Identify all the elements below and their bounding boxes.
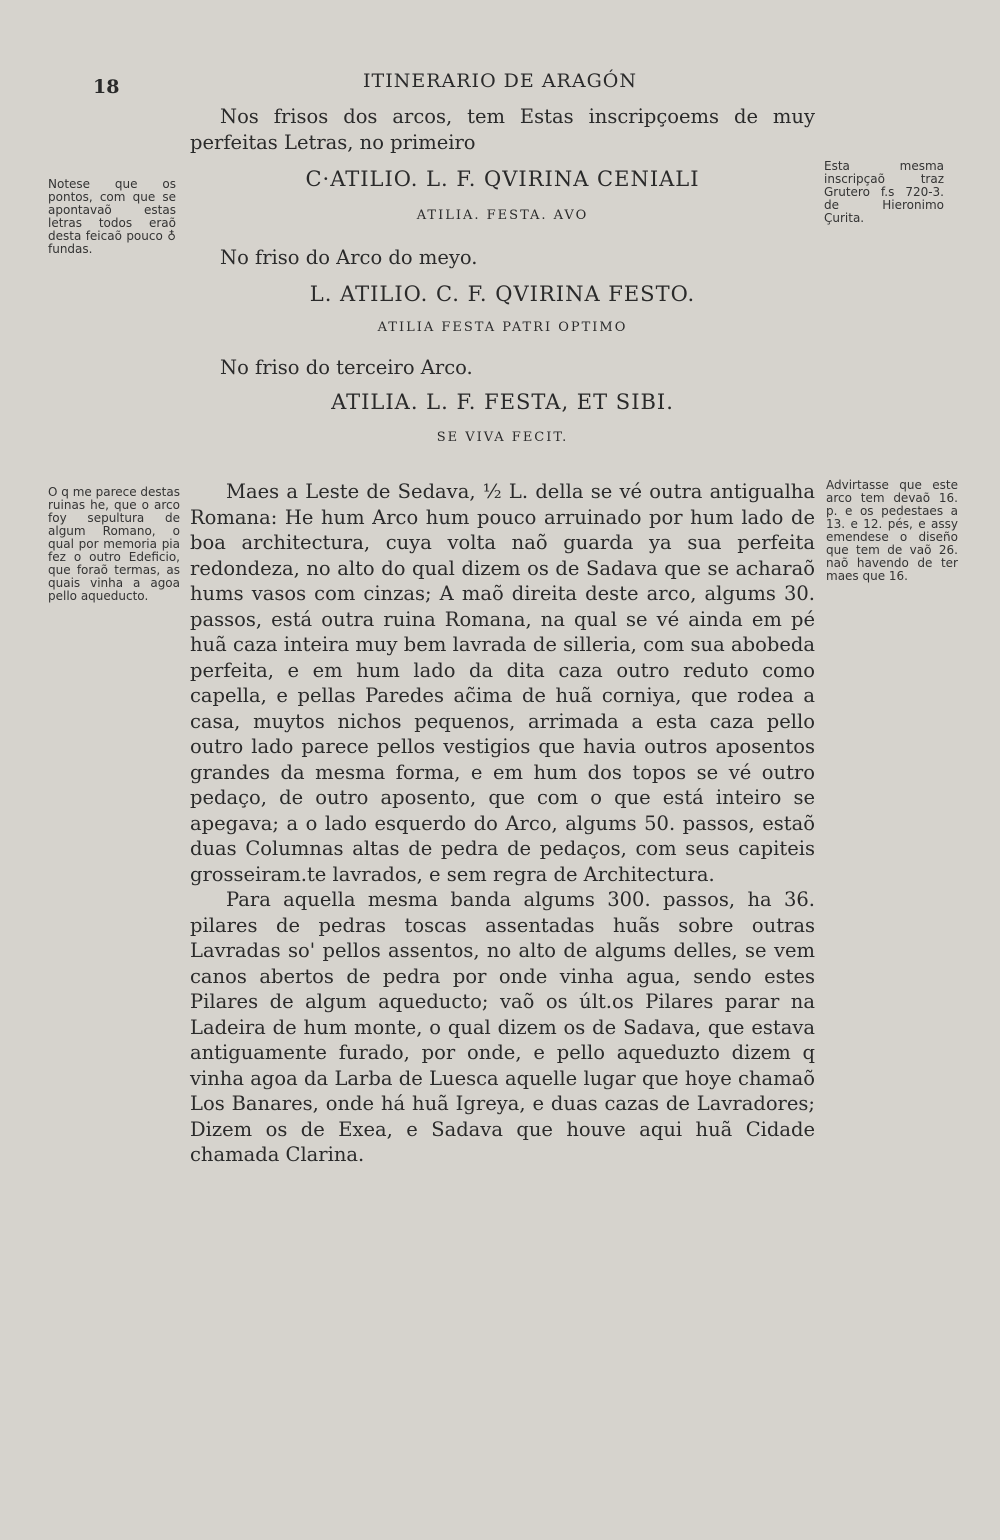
intro-text — [190, 104, 815, 155]
inscription-3-caption: No friso do terceiro Arco. — [220, 356, 473, 379]
running-title: ITINERARIO DE ARAGÓN — [363, 70, 637, 92]
inscription-1-line2: ATILIA. FESTA. AVO — [416, 208, 589, 223]
body-paragraph-1: Maes a Leste de Sedava, ½ L. della se vé outra antigualha Romana: He hum Arco hum pouco arruinado por hum lado de boa architectura, cuya volta naõ guarda ya sua perfeita redondeza, no alto do qual dizem os de Sadava que se acharaõ hums vasos com cinzas; A maõ direita deste arco, algums 30. passos, está outra ruina Romana, na qual se vé ainda em pé huã caza inteira muy bem lavrada de silleria, com sua abobeda perfeita, e em hum lado da dita caza outro reduto como capella, e pellas Paredes ac̃ima de huã corniya, que rodea a casa, muytos nichos pequenos, arrimada a esta caza pello outro lado parece pellos vestigios que havia outros aposentos grandes da mesma forma, e em hum dos topos se vé outro pedaço, de outro aposento, que com o que está inteiro se apegava; a o lado esquerdo do Arco, algums 50. passos, estaõ duas Columnas altas de pedra de pedaços, com seus capiteis grosseiram.te lavrados, e sem regra de Architectura. — [190, 480, 815, 886]
page-number: 18 — [93, 76, 120, 98]
inscription-2-caption: No friso do Arco do meyo. — [220, 246, 478, 269]
inscription-3-line1: ATILIA. L. F. FESTA, ET SIBI. — [331, 390, 674, 414]
inscription-1-line1: C·ATILIO. L. F. QVIRINA CENIALI — [305, 167, 700, 191]
margin-note-right-bottom — [826, 479, 958, 583]
margin-note-left-bottom — [48, 486, 180, 603]
body-text — [190, 479, 815, 1168]
margin-note-left-top-text: Notese que os pontos, com que se apontavaõ estas letras todos eraõ desta feicaõ pouco ♁ fundas. — [48, 177, 176, 256]
inscription-3-line2: SE VIVA FECIT. — [436, 430, 569, 445]
margin-note-right-bottom-text: Advirtasse que este arco tem devaõ 16. p. e os pedestaes a 13. e 12. pés, e assy emendese o diseño que tem de vaõ 26. naõ havendo de ter maes que 16. — [826, 478, 958, 583]
intro-paragraph: Nos frisos dos arcos, tem Estas inscripçoems de muy perfeitas Letras, no primeiro — [190, 105, 815, 154]
inscription-2-line2: ATILIA FESTA PATRI OPTIMO — [377, 320, 628, 335]
body-paragraph-2: Para aquella mesma banda algums 300. passos, ha 36. pilares de pedras toscas assentadas huãs sobre outras Lavradas so' pellos assentos, no alto de algums delles, se vem canos abertos de pedra por onde vinha agua, sendo estes Pilares de algum aqueducto; vaõ os últ.os Pilares parar na Ladeira de hum monte, o qual dizem os de Sadava, que estava antiguamente furado, por onde, e pello aqueduzto dizem q vinha agoa da Larba de Luesca aquelle lugar que hoye chamaõ Los Banares, onde há huã Igreya, e duas cazas de Lavradores; Dizem os de Exea, e Sadava que houve aqui huã Cidade chamada Clarina. — [190, 888, 815, 1166]
margin-note-right-top — [824, 160, 944, 225]
margin-note-left-top — [48, 178, 176, 256]
margin-note-left-bottom-text: O q me parece destas ruinas he, que o arco foy sepultura de algum Romano, o qual por memoria pia fez o outro Edeficio, que foraõ termas, as quais vinha a agoa pello aqueducto. — [48, 485, 180, 603]
inscription-2-line1: L. ATILIO. C. F. QVIRINA FESTO. — [309, 282, 696, 306]
margin-note-right-top-text: Esta mesma inscripçaõ traz Grutero f.s 720-3. de Hieronimo Çurita. — [824, 159, 944, 225]
